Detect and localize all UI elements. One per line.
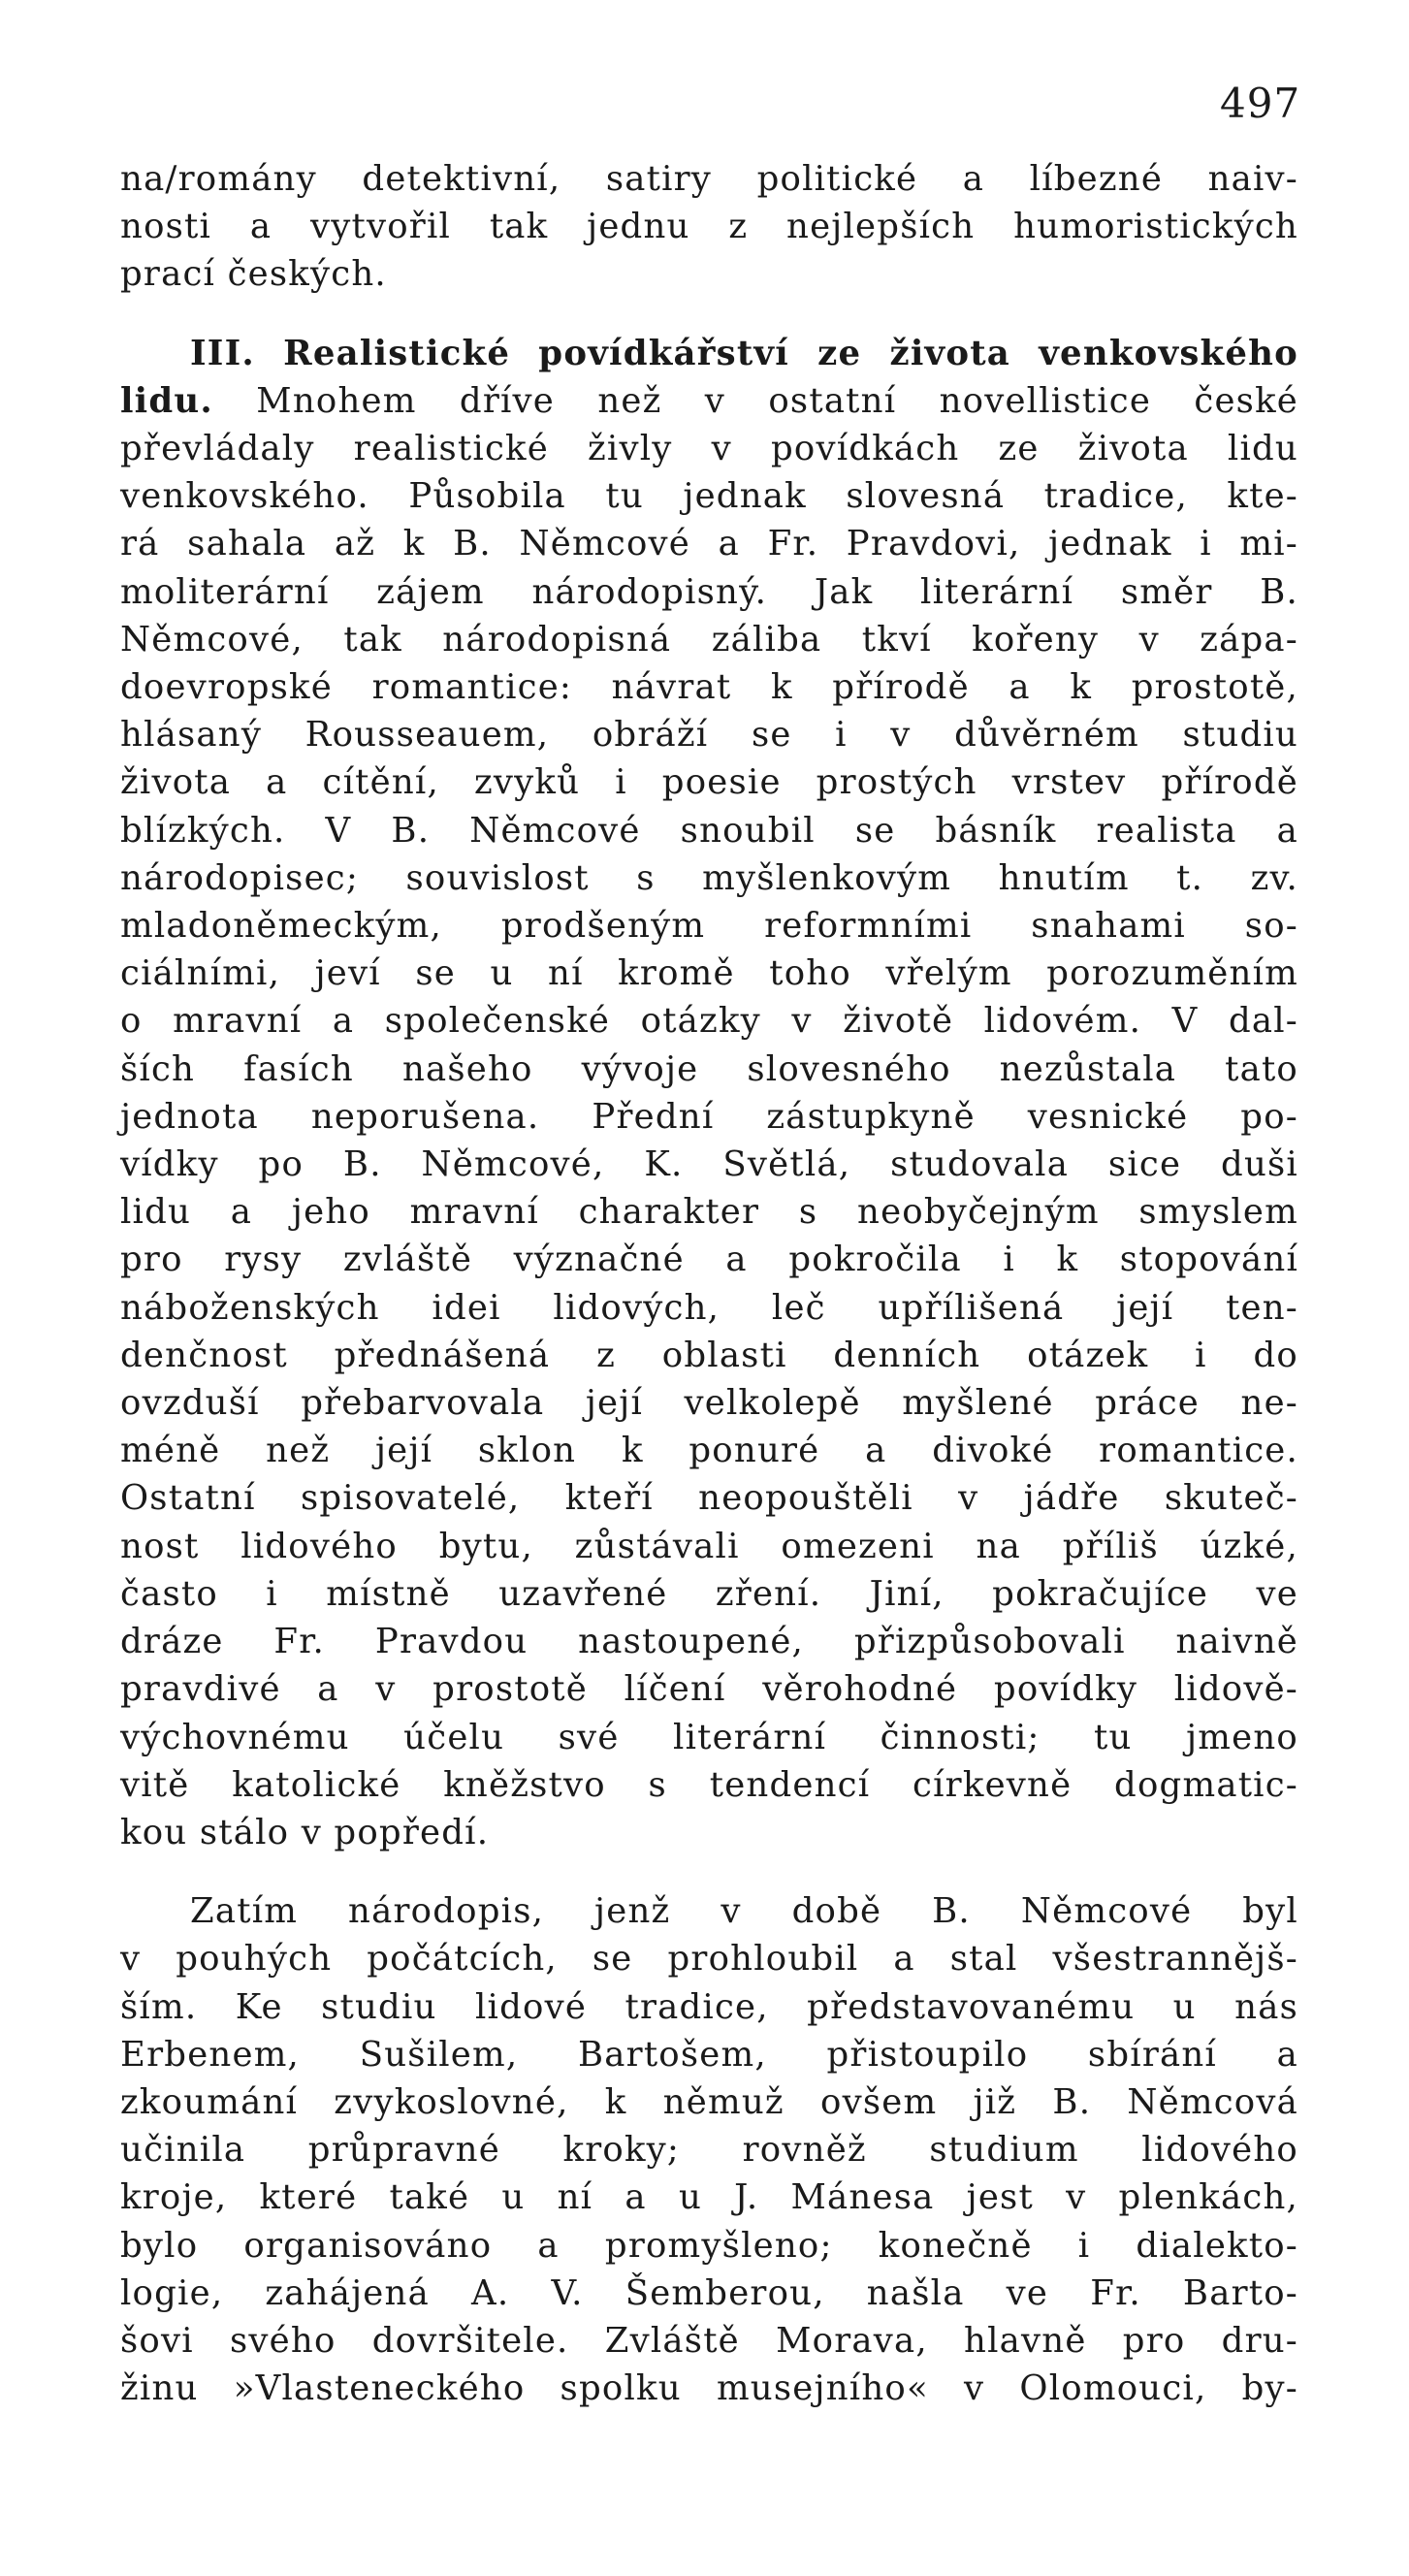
text-line: pro rysy zvláště význačné a pokročila i k stopování: [120, 1240, 1298, 1280]
text-line: výchovnému účelu své literární činnosti; tu jmeno: [120, 1717, 1298, 1757]
text-line: na/romány detektivní, satiry politické a líbezné naiv-: [120, 159, 1298, 199]
text-line: ovzduší přebarvovala její velkolepě myšlené práce ne-: [120, 1383, 1298, 1424]
text-line: ších fasích našeho vývoje slovesného nezůstala tato: [120, 1048, 1298, 1089]
text-line: lidu a jeho mravní charakter s neobyčejným smyslem: [120, 1192, 1298, 1233]
text-line: Zatím národopis, jenž v době B. Němcové byl: [190, 1891, 1298, 1932]
text-line: moliterární zájem národopisný. Jak literární směr B.: [120, 571, 1298, 612]
text-line: života a cítění, zvyků i poesie prostých vrstev přírodě: [120, 762, 1298, 803]
text-line: učinila průpravné kroky; rovněž studium lidového: [120, 2130, 1298, 2171]
text-line: jednota neporušena. Přední zástupkyně vesnické po-: [120, 1096, 1298, 1137]
text-line: venkovského. Působila tu jednak slovesná tradice, kte-: [120, 476, 1298, 517]
text-line: dráze Fr. Pravdou nastoupené, přizpůsobovali naivně: [120, 1622, 1298, 1662]
text-line: Ostatní spisovatelé, kteří neopouštěli v jádře skuteč-: [120, 1478, 1298, 1519]
text-line: méně než její sklon k ponuré a divoké romantice.: [120, 1431, 1298, 1471]
text-line: Erbenem, Sušilem, Bartošem, přistoupilo sbírání a: [120, 2034, 1298, 2075]
text-line: nosti a vytvořil tak jednu z nejlepších humoristických: [120, 207, 1298, 247]
text-line: národopisec; souvislost s myšlenkovým hnutím t. zv.: [120, 857, 1298, 898]
paragraph-2: [120, 330, 1298, 1857]
paragraph-1: [120, 155, 1298, 299]
text-line: mladoněmeckým, prodšeným reformními snahami so-: [120, 906, 1298, 947]
text-line: [120, 377, 1298, 425]
text-line: šovi svého dovršitele. Zvláště Morava, hlavně pro dru-: [120, 2320, 1298, 2361]
text-line: bylo organisováno a promyšleno; konečně i dialekto-: [120, 2225, 1298, 2266]
text-line: pravdivé a v prostotě líčení věrohodné povídky lidově-: [120, 1669, 1298, 1710]
text-line: kroje, které také u ní a u J. Mánesa jest v plenkách,: [120, 2177, 1298, 2218]
text-line: rá sahala až k B. Němcové a Fr. Pravdovi, jednak i mi-: [120, 524, 1298, 564]
text-line: nost lidového bytu, zůstávali omezeni na příliš úzké,: [120, 1526, 1298, 1566]
text-line: náboženských idei lidových, leč upřílišená její ten-: [120, 1287, 1298, 1328]
text-line: vitě katolické kněžstvo s tendencí církevně dogmatic-: [120, 1764, 1298, 1805]
text-line: ciálními, jeví se u ní kromě toho vřelým porozuměním: [120, 953, 1298, 994]
text-line: denčnost přednášená z oblasti denních otázek i do: [120, 1335, 1298, 1375]
text-line: hlásaný Rousseauem, obráží se i v důvěrném studiu: [120, 715, 1298, 756]
text-line: často i místně uzavřené zření. Jiní, pokračujíce ve: [120, 1573, 1298, 1614]
text-line: blízkých. V B. Němcové snoubil se básník realista a: [120, 810, 1298, 851]
section-heading: III. Realistické povídkářství ze života venkovského: [190, 333, 1298, 373]
text-line: žinu »Vlasteneckého spolku musejního« v Olomouci, by-: [120, 2368, 1298, 2409]
text-line: doevropské romantice: návrat k přírodě a k prostotě,: [120, 667, 1298, 708]
text-line: o mravní a společenské otázky v životě lidovém. V dal-: [120, 1001, 1298, 1042]
text-line: prací českých.: [120, 254, 387, 295]
text-line: Němcové, tak národopisná záliba tkví kořeny v zápa-: [120, 619, 1298, 660]
page-number: 497: [1220, 80, 1301, 127]
text-line: ším. Ke studiu lidové tradice, představovanému u nás: [120, 1986, 1298, 2027]
text-line-rest: Mnohem dříve než v ostatní novellistice české: [212, 380, 1298, 421]
text-line: logie, zahájená A. V. Šemberou, našla ve Fr. Barto-: [120, 2272, 1298, 2313]
body-text: [120, 155, 1298, 2412]
paragraph-3: [120, 1887, 1298, 2412]
text-line: převládaly realistické živly v povídkách ze života lidu: [120, 429, 1298, 469]
text-line: v pouhých počátcích, se prohloubil a stal všestrannějš-: [120, 1939, 1298, 1980]
section-heading-end: lidu.: [120, 380, 213, 421]
text-line: vídky po B. Němcové, K. Světlá, studovala sice duši: [120, 1144, 1298, 1185]
text-line: zkoumání zvykoslovné, k němuž ovšem již B. Němcová: [120, 2081, 1298, 2122]
text-line: kou stálo v popředí.: [120, 1812, 490, 1852]
